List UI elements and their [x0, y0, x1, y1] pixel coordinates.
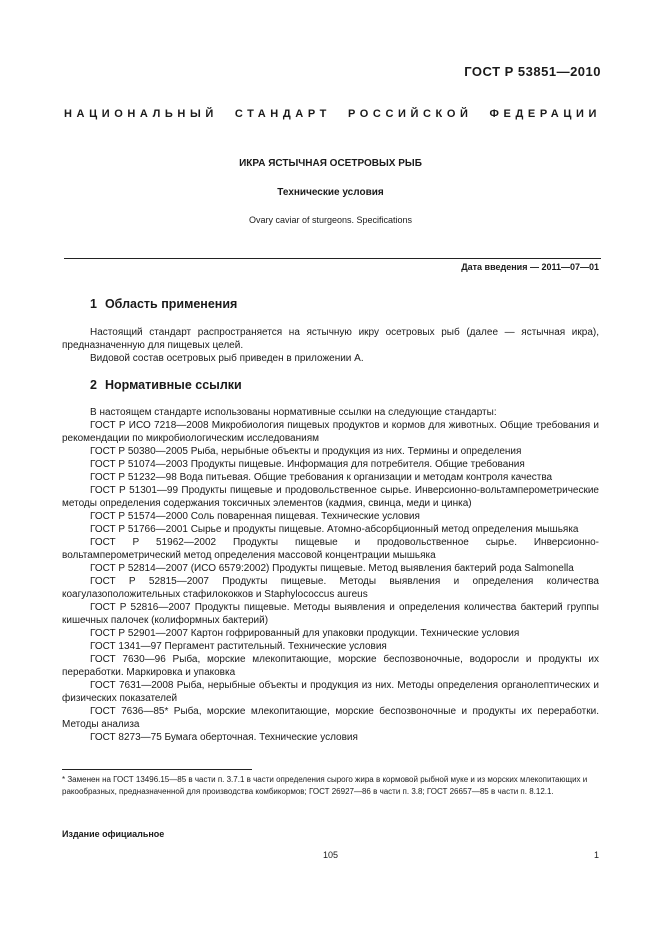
paragraph: В настоящем стандарте использованы нормативные ссылки на следующие стандарты:	[90, 407, 497, 418]
reference-item: ГОСТ Р 52901—2007 Картон гофрированный для упаковки продукции. Технические условия	[90, 628, 520, 639]
section-2-heading	[90, 378, 242, 392]
reference-item: ГОСТ Р 52815—2007 Продукты пищевые. Методы выявления и определения количества коагулазоположительных стафилококков и Staphylococcus aureus	[62, 576, 599, 600]
page-number: 105	[322, 850, 339, 860]
national-standard-banner: НАЦИОНАЛЬНЫЙ СТАНДАРТ РОССИЙСКОЙ ФЕДЕРАЦИИ	[64, 108, 601, 120]
reference-item: ГОСТ Р 51232—98 Вода питьевая. Общие требования к организации и методам контроля качества	[90, 472, 553, 483]
reference-item: ГОСТ Р 52814—2007 (ИСО 6579:2002) Продукты пищевые. Метод выявления бактерий рода Salmonella	[90, 563, 574, 574]
reference-item: ГОСТ Р 51574—2000 Соль поваренная пищевая. Технические условия	[90, 511, 420, 522]
footnote: * Заменен на ГОСТ 13496.15—85 в части п. 3.7.1 в части определения сырого жира в кормовой рыбной муке и из морских млекопитающих и ракообразных, предназначенной для производства комбикормов; ГОСТ 26927—86 в части п. 3.8; ГОСТ 26657—85 в части п. 8.12.1.	[62, 775, 588, 796]
reference-item: ГОСТ Р 51074—2003 Продукты пищевые. Информация для потребителя. Общие требования	[90, 459, 525, 470]
reference-item: ГОСТ 7631—2008 Рыба, нерыбные объекты и продукция из них. Методы определения органолептических и физических показателей	[62, 680, 599, 704]
reference-item: ГОСТ 7636—85* Рыба, морские млекопитающие, морские беспозвоночные и продукты их переработки. Методы анализа	[62, 706, 599, 730]
reference-item: ГОСТ Р 51301—99 Продукты пищевые и продовольственное сырье. Инверсионно-вольтамперометрические методы определения содержания токсичных элементов (кадмия, свинца, меди и цинка)	[62, 485, 599, 509]
reference-item: ГОСТ 1341—97 Пергамент растительный. Технические условия	[90, 641, 387, 652]
footnote-divider	[62, 769, 252, 770]
section-title: Область применения	[104, 297, 238, 311]
section-2-body	[62, 406, 599, 744]
reference-item: ГОСТ Р 52816—2007 Продукты пищевые. Методы выявления и определения количества бактерий группы кишечных палочек (колиформных бактерий)	[62, 602, 599, 626]
english-title: Ovary caviar of sturgeons. Specifications	[248, 215, 413, 225]
reference-item: ГОСТ Р 50380—2005 Рыба, нерыбные объекты и продукция из них. Термины и определения	[90, 446, 522, 457]
standard-number: ГОСТ Р 53851—2010	[464, 64, 601, 79]
reference-item: ГОСТ Р 51962—2002 Продукты пищевые и продовольственное сырье. Инверсионно-вольтамперометрический метод определения массовой концентрации мышьяка	[62, 537, 599, 561]
official-edition-label: Издание официальное	[62, 829, 165, 839]
reference-item: ГОСТ Р 51766—2001 Сырье и продукты пищевые. Атомно-абсорбционный метод определения мышьяка	[90, 524, 579, 535]
section-number: 1	[90, 297, 97, 311]
section-1-body	[62, 326, 599, 365]
section-number: 2	[90, 378, 97, 392]
reference-item: ГОСТ Р ИСО 7218—2008 Микробиология пищевых продуктов и кормов для животных. Общие требования и рекомендации по микробиологическим исследованиям	[62, 420, 599, 444]
section-1-heading	[90, 297, 237, 311]
introduction-date: Дата введения — 2011—07—01	[461, 262, 599, 272]
paragraph: Видовой состав осетровых рыб приведен в приложении А.	[90, 353, 364, 364]
document-title: ИКРА ЯСТЫЧНАЯ ОСЕТРОВЫХ РЫБ	[239, 158, 422, 169]
paragraph: Настоящий стандарт распространяется на ястычную икру осетровых рыб (далее — ястычная икра), предназначенную для пищевых целей.	[62, 327, 599, 351]
sheet-number: 1	[593, 850, 599, 860]
reference-item: ГОСТ 8273—75 Бумага оберточная. Технические условия	[90, 732, 358, 743]
reference-item: ГОСТ 7630—96 Рыба, морские млекопитающие, морские беспозвоночные, водоросли и продукты их переработки. Маркировка и упаковка	[62, 654, 599, 678]
header-divider	[64, 258, 601, 259]
document-subtitle: Технические условия	[277, 187, 384, 198]
section-title: Нормативные ссылки	[104, 378, 242, 392]
